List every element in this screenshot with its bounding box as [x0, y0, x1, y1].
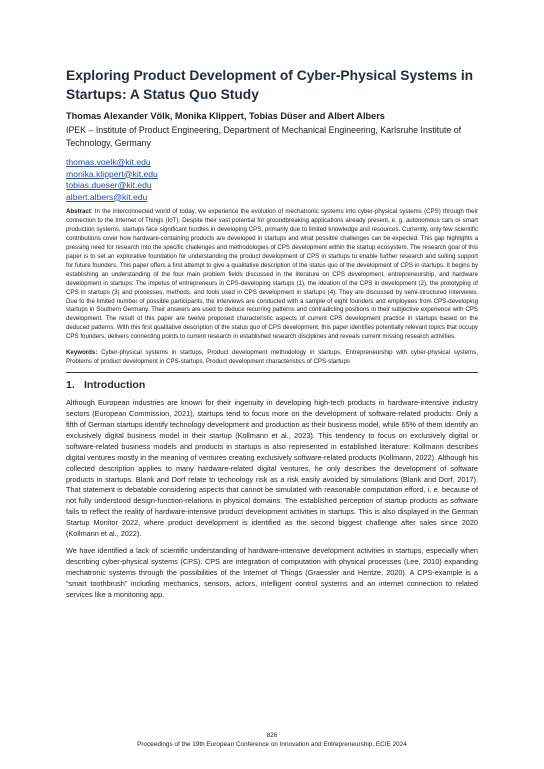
conference-footer: Proceedings of the 19th European Conference on Innovation and Entrepreneurship, ECIE 2024 [137, 741, 407, 748]
body-paragraph: We have identified a lack of scientific understanding of hardware-intensive development activities in startups, especially when describing cyber-physical systems (CPS). CPS are integration of computation with physical processes (Lee, 2010) expanding mechatronic systems through the possibilities of the Internet of Things (Graessler and Hentze, 2020). A CPS-example is a “smart toothbrush” including mechanics, sensors, actors, intelligent control systems and an internet connection to related services like a monitoring app. [66, 545, 478, 599]
email-link[interactable]: albert.albers@kit.edu [66, 191, 148, 202]
paper-page [66, 66, 478, 607]
page-number: 826 [266, 732, 278, 739]
abstract-text: : In the interconnected world of today, we experience the evolution of mechatronic systems into cyber-physical systems (CPS) through their connection to the Internet of Things (IoT). Despite their vast potential for groundbreaking applications already present, e. g. autonomous cars or smart production systems, startups face significant hurdles in developing CPS, primarily due to limited knowledge and resources. Currently, only few scientific contributions cover how hardware-containing products are developed in startups and what possible challenges can be expected. This gap highlights a pressing need for research into the specific challenges and methodologies of CPS development within the startup ecosystem. The research goal of this paper is to set an explorative foundation for understanding the product development of CPS in startups to enable further research and suiting support for future founders. This paper offers a first attempt to give a qualitative description of the status quo of the development of CPS in startups. It begins by establishing an understanding of the four main problem fields discussed in the literature on CPS development, entrepreneurship, and hardware development in startups: The impetus of entrepreneurs in CPS-developing startups (1), the ideation of the CPS in development (2), the prototyping of CPS in startups (3) and processes, methods, and tools used in CPS development in startups (4). They are discussed by semi-structured interviews. Due to the limited number of possible participants, the interviews are conducted with a sample of eight founders and employees from CPS-developing startups in Southern Germany. Their answers are used to deduce recurring patterns and contradicting positions in their subjective experience with CPS development. The result of this paper are twelve proposed characteristic aspects of current CPS development practice in startups based on the deduced patterns. With this first qualitative description of the status quo of CPS development, this paper identifies potentially relevant topics that occupy CPS founders, delivers connecting points to current research in established research disciplines and reveals current missing research activities. [66, 208, 478, 341]
keywords-text: Cyber-physical systems in startups, Product development methodology in startups, Entrepreneurship with cyber-physical systems, Problems of product development in CPS-startups, Product development characteristics of CPS-startups [66, 349, 478, 366]
abstract-label: Abstract [66, 208, 91, 215]
keywords-label: Keywords: [66, 349, 98, 357]
email-link[interactable]: tobias.dueser@kit.edu [66, 180, 152, 190]
section-divider [66, 372, 478, 373]
section-number: 1. [66, 379, 75, 392]
keywords [66, 349, 478, 367]
authors: Thomas Alexander Völk, Monika Klippert, Tobias Düser and Albert Albers [66, 111, 385, 121]
email-link[interactable]: monika.klippert@kit.edu [66, 168, 158, 179]
abstract [66, 208, 478, 342]
email-list [66, 157, 478, 203]
section-title: Introduction [84, 379, 146, 392]
section-heading [66, 379, 478, 392]
affiliation: IPEK – Institute of Product Engineering, Department of Mechanical Engineering, Karlsruhe Institute of Technology, Germany [66, 125, 462, 148]
email-link[interactable]: thomas.voelk@kit.edu [66, 157, 151, 167]
paper-title: Exploring Product Development of Cyber-Physical Systems in Startups: A Status Quo Study [66, 68, 474, 102]
body-paragraph: Although European industries are known for their ingenuity in developing high-tech products in hardware-intensive industry sectors (European Commission, 2021), startups tend to focus more on the development of software-related products: Only a fifth of German startups identify technology development and production as their business model, while 65% of them identify an exclusively digital business model in their startup (Kollmann et al., 2023). This tendency to focus on exclusively digital or software-related business models and products in startups is also represented in established literature: Kollmann describes digital ventures mostly in the meaning of ventures creating exclusively software-related products (Kollmann, 2022). Although his collected description applies to many hardware-related digital ventures, he only describes the development of software products in startups. Blank and Dorf relate to technology risk as a risk easily avoided by simulations (Blank and Dorf, 2017). That statement is debatable considering aspects that cannot be simulated with reasonable computation efford, i. e. because of not fully understood design-function-relations in physical domains. The established perception of startup products as software fails to reflect the reality of hardware-intensive product development activities in startups. This is also displayed in the German Startup Monitor 2022, where product development is identified as the second biggest challenge after sales since 2020 (Kollmann et al., 2022). [66, 398, 478, 539]
